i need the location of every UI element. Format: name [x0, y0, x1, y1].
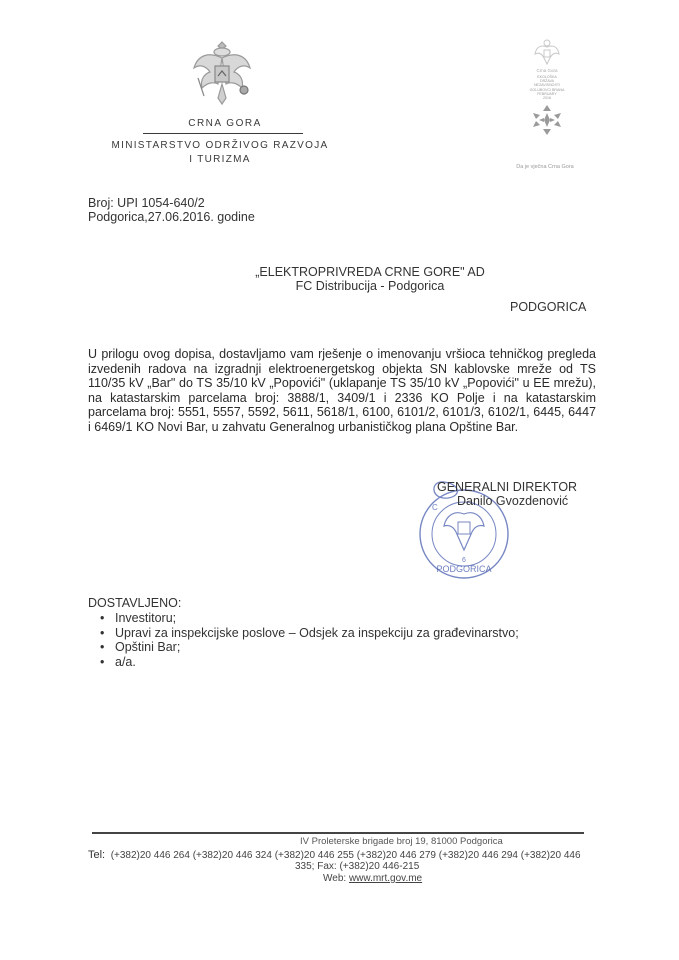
footer-web — [323, 873, 422, 884]
mini-crest-icon — [534, 38, 560, 66]
emblem-line: 2016 — [543, 96, 551, 101]
reference-place-date: Podgorica,27.06.2016. godine — [88, 210, 255, 224]
bullet-icon: • — [100, 654, 105, 669]
signatory-name: Danilo Gvozdenović — [457, 494, 569, 508]
distribution-item-text: Upravi za inspekcijske poslove – Odsjek za inspekciju za građevinarstvo; — [115, 625, 519, 640]
ministry-name-line1: MINISTARSTVO ODRŽIVOG RAZVOJA — [111, 140, 329, 151]
signatory-title: GENERALNI DIREKTOR — [437, 480, 578, 494]
snowflake-icon — [530, 103, 564, 137]
addressee-company: „ELEKTROPRIVREDA CRNE GORE" AD — [255, 265, 485, 279]
stamp-city: PODGORICA — [436, 564, 492, 574]
distribution-heading: DOSTAVLJENO: — [88, 596, 182, 610]
reference-block — [88, 196, 255, 224]
web-link[interactable]: www.mrt.gov.me — [348, 873, 423, 884]
emblem-country: Crna Gora — [536, 68, 558, 73]
coat-of-arms-icon — [190, 38, 254, 110]
emblem-line: EKOLOŠKA — [537, 75, 557, 79]
svg-text:C: C — [432, 503, 438, 512]
emblem-line: NEZAVISNOSTI — [533, 83, 561, 88]
emblem-line: GOLUBOVCI BRANA — [529, 87, 565, 92]
stamp-number: 6 — [462, 557, 466, 564]
footer-address: IV Proleterske brigade broj 19, 81000 Podgorica — [300, 836, 503, 847]
distribution-item — [88, 655, 519, 670]
addressee-block — [230, 265, 510, 293]
distribution-item-text: Investitoru; — [115, 611, 177, 625]
addressee-city: PODGORICA — [510, 300, 587, 314]
distribution-item — [88, 640, 519, 655]
footer-fax: 335; Fax: (+382)20 446-215 — [295, 861, 420, 872]
emblem-lines — [522, 75, 572, 100]
tel-numbers: (+382)20 446 264 (+382)20 446 324 (+382)20 446 255 (+382)20 446 279 (+382)20 446 294 (+382)20 446 — [110, 850, 581, 861]
distribution-item — [88, 626, 519, 641]
emblem-line: DRŽAVA — [539, 79, 555, 84]
emblem-line: FEBRUARY — [537, 91, 557, 96]
bullet-icon: • — [100, 625, 105, 640]
ministry-name — [90, 139, 350, 167]
web-label: Web: — [323, 873, 347, 884]
distribution-item — [88, 611, 519, 626]
footer-divider — [92, 832, 584, 834]
distribution-item-text: a/a. — [115, 654, 136, 669]
tel-label: Tel: — [88, 849, 106, 861]
header-divider — [143, 133, 303, 134]
ecological-state-emblem — [522, 38, 572, 168]
reference-number: Broj: UPI 1054-640/2 — [88, 196, 205, 210]
distribution-item-text: Opštini Bar; — [115, 640, 181, 654]
bullet-icon: • — [100, 640, 105, 654]
addressee-unit: FC Distribucija - Podgorica — [295, 279, 445, 293]
country-name: CRNA GORA — [188, 118, 262, 129]
distribution-list — [88, 611, 519, 669]
bullet-icon: • — [100, 611, 105, 625]
ministry-name-line2: I TURIZMA — [189, 154, 251, 165]
emblem-slogan: Da je vječna Crna Gora — [516, 164, 574, 170]
body-paragraph: U prilogu ovog dopisa, dostavljamo vam rješenje o imenovanju vršioca tehničkog pregleda izvedenih radova na izgradnji elektroenergetskog objekta SN kablovske mreže od TS 110/35 kV „Bar" do TS 35/10 kV „Popovići" (uklapanje TS 35/10 kV „Popovići" u EE mrežu), na katastarskim parcelama broj: 3888/1, 3409/1 i 2336 KO Polje i na katastarskim parcelama broj: 5551, 5557, 5592, 5611, 5618/1, 6100, 6101/2, 6101/3, 6102/1, 6445, 6447 i 6469/1 KO Novi Bar, u zahvatu Generalnog urbanističkog plana Opštine Bar. — [88, 347, 596, 434]
